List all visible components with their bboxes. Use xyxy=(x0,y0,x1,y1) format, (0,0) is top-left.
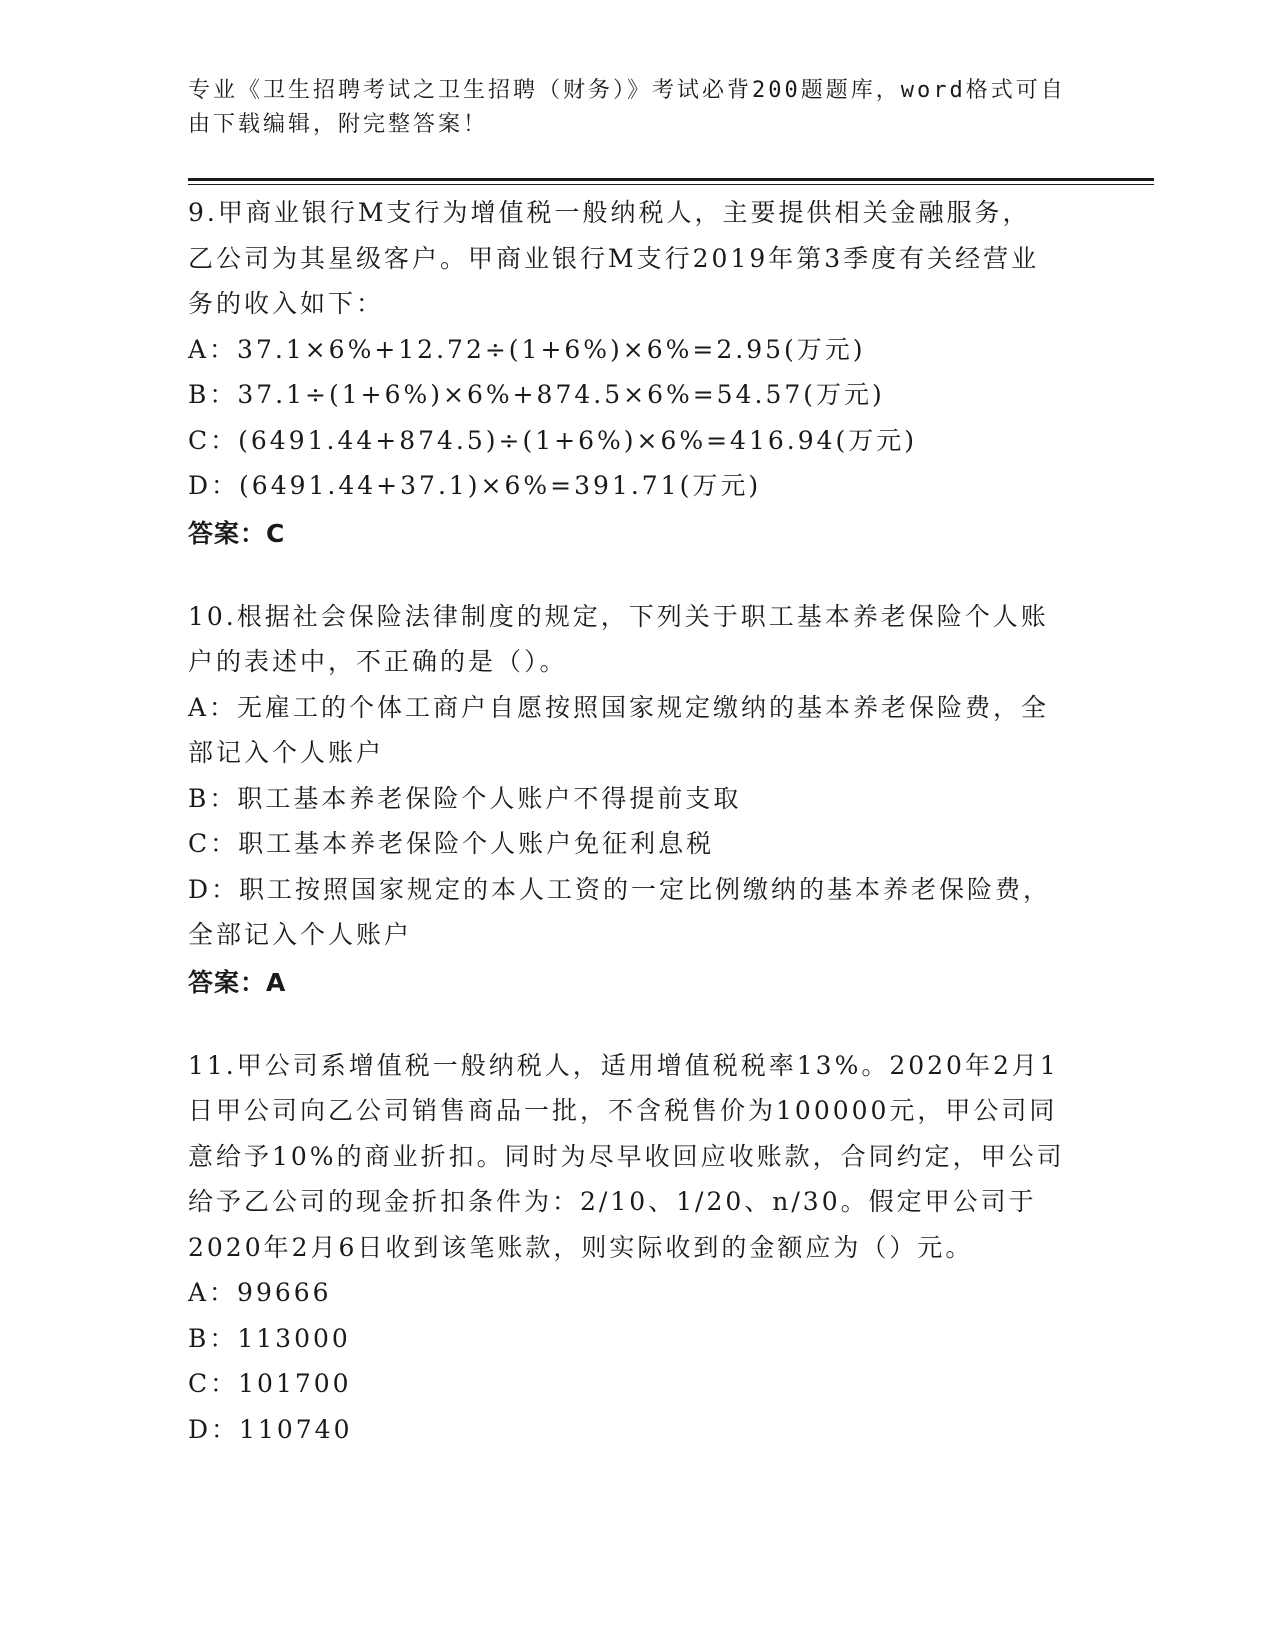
option-text-line: A：37.1×6%+12.72÷(1+6%)×6%=2.95(万元) xyxy=(188,334,866,364)
option-item xyxy=(188,372,1088,418)
question-stem-line: 乙公司为其星级客户。甲商业银行M支行2019年第3季度有关经营业 xyxy=(188,243,1040,273)
question-block xyxy=(188,1043,1088,1453)
question-stem-line: 日甲公司向乙公司销售商品一批，不含税售价为100000元，甲公司同 xyxy=(188,1096,1058,1125)
option-item xyxy=(188,1316,1088,1362)
header-line-1: 专业《卫生招聘考试之卫生招聘（财务）》考试必背200题题库，word格式可自 xyxy=(188,78,1066,103)
option-text-line: A：99666 xyxy=(188,1278,332,1307)
question-stem-line: 户的表述中，不正确的是（）。 xyxy=(188,647,568,676)
option-text-line: B：职工基本养老保险个人账户不得提前支取 xyxy=(188,783,742,813)
option-text-line: 部记入个人账户 xyxy=(188,738,385,767)
header-divider-thin xyxy=(188,184,1154,185)
option-text-line: D：110740 xyxy=(188,1414,353,1444)
option-text-line: C：101700 xyxy=(188,1369,352,1398)
question-stem-line: 11.甲公司系增值税一般纳税人，适用增值税税率13%。2020年2月1 xyxy=(188,1050,1059,1080)
answer-value: C xyxy=(266,518,286,548)
option-text-line: D：职工按照国家规定的本人工资的一定比例缴纳的基本养老保险费， xyxy=(188,874,1052,904)
option-text-line: 全部记入个人账户 xyxy=(188,920,413,949)
option-item xyxy=(188,685,1088,776)
question-stem-line: 务的收入如下： xyxy=(188,289,385,318)
answer-label: 答案： xyxy=(188,967,267,997)
option-item xyxy=(188,776,1088,822)
option-text-line: B：113000 xyxy=(188,1323,351,1353)
question-stem-line: 10.根据社会保险法律制度的规定，下列关于职工基本养老保险个人账 xyxy=(188,601,1049,631)
option-item xyxy=(188,327,1088,373)
question-stem-line: 9.甲商业银行M支行为增值税一般纳税人，主要提供相关金融服务， xyxy=(188,198,1031,227)
question-list xyxy=(188,190,1088,1490)
answer-label: 答案： xyxy=(188,518,267,548)
option-text-line: C：(6491.44+874.5)÷(1+6%)×6%=416.94(万元) xyxy=(188,425,918,455)
option-item xyxy=(188,463,1088,509)
option-text-line: C：职工基本养老保险个人账户免征利息税 xyxy=(188,829,715,858)
option-text-line: B：37.1÷(1+6%)×6%+874.5×6%=54.57(万元) xyxy=(188,380,885,409)
answer-line xyxy=(188,960,1088,1005)
option-text-line: A：无雇工的个体工商户自愿按照国家规定缴纳的基本养老保险费，全 xyxy=(188,692,1050,722)
header-divider-thick xyxy=(188,178,1154,181)
option-item xyxy=(188,1270,1088,1316)
option-text-line: D：(6491.44+37.1)×6%=391.71(万元) xyxy=(188,471,762,500)
option-item xyxy=(188,1407,1088,1453)
question-stem-line: 给予乙公司的现金折扣条件为：2/10、1/20、n/30。假定甲公司于 xyxy=(188,1187,1037,1216)
answer-line xyxy=(188,511,1088,556)
option-item xyxy=(188,821,1088,867)
header-line-2: 由下载编辑，附完整答案！ xyxy=(188,112,489,137)
question-stem-line: 意给予10%的商业折扣。同时为尽早收回应收账款，合同约定，甲公司 xyxy=(188,1141,1065,1171)
question-block xyxy=(188,594,1088,1005)
option-item xyxy=(188,1361,1088,1407)
option-item xyxy=(188,418,1088,464)
question-block xyxy=(188,190,1088,556)
document-header xyxy=(188,74,1088,142)
answer-value: A xyxy=(266,967,287,997)
question-stem-line: 2020年2月6日收到该笔账款，则实际收到的金额应为（）元。 xyxy=(188,1232,974,1262)
option-item xyxy=(188,867,1088,958)
